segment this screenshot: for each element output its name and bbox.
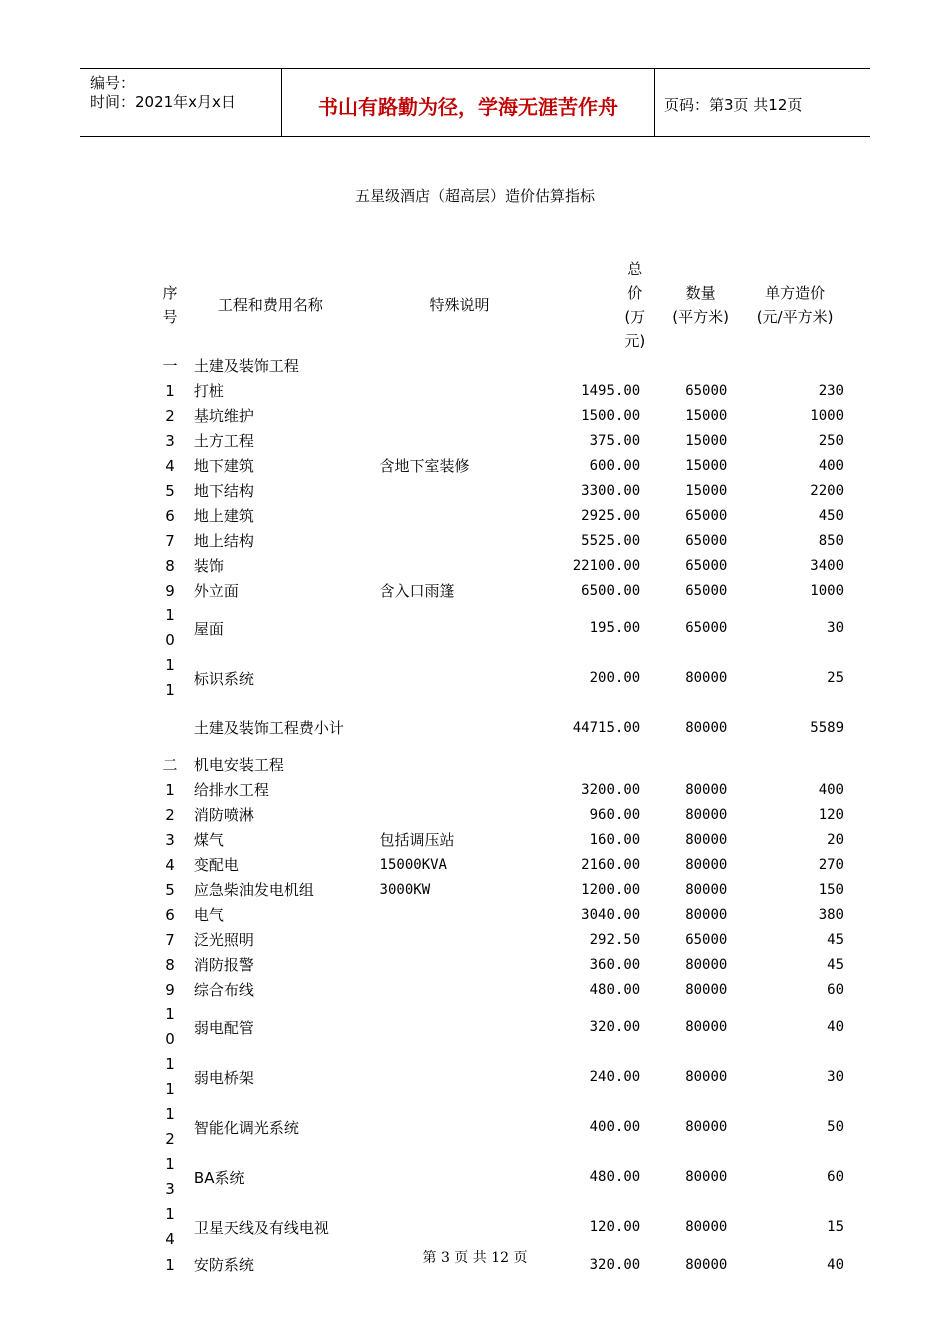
row-no: 7 <box>165 531 175 550</box>
row-unit: 450 <box>818 507 844 524</box>
row-unit: 1000 <box>810 582 844 599</box>
table-row <box>150 553 850 578</box>
row-unit: 40 <box>827 1019 844 1035</box>
row-total: 360.00 <box>589 956 641 973</box>
row-total: 195.00 <box>589 620 641 636</box>
col-header-total: 总价 (万元) <box>624 260 646 350</box>
row-no: 5 <box>165 481 175 500</box>
row-note <box>375 478 525 503</box>
table-row <box>150 1152 850 1202</box>
document-title: 五星级酒店（超高层）造价估算指标 <box>354 187 595 205</box>
row-no: 1 3 <box>165 1155 175 1198</box>
row-qty: 80000 <box>685 1256 728 1273</box>
table-row <box>150 1202 850 1252</box>
row-qty: 80000 <box>685 1019 728 1035</box>
row-total: 480.00 <box>589 1169 641 1185</box>
row-unit: 60 <box>827 981 844 998</box>
number-label: 编号： <box>90 74 136 92</box>
row-unit: 40 <box>827 1256 844 1273</box>
section-2-no: 二 <box>162 756 178 774</box>
row-no: 3 <box>165 431 175 450</box>
row-qty: 80000 <box>685 1119 728 1135</box>
row-total: 2160.00 <box>581 856 641 873</box>
row-no: 1 4 <box>165 1205 175 1248</box>
row-qty: 65000 <box>685 620 728 636</box>
row-total: 960.00 <box>589 806 641 823</box>
row-no: 4 <box>165 855 175 874</box>
page-label: 页码：第3页 共12页 <box>664 96 803 114</box>
row-name: 安防系统 <box>193 1256 254 1274</box>
table-row <box>150 478 850 503</box>
row-total: 480.00 <box>589 981 641 998</box>
section-2-body <box>150 777 850 1277</box>
row-total: 3300.00 <box>581 482 641 499</box>
row-note <box>375 1052 525 1102</box>
row-no: 1 0 <box>165 606 175 649</box>
row-no: 2 <box>165 805 175 824</box>
row-qty: 65000 <box>685 382 728 399</box>
row-name: BA系统 <box>193 1168 245 1187</box>
row-note <box>375 927 525 952</box>
subtotal-total: 44715.00 <box>572 719 641 736</box>
row-qty: 80000 <box>685 906 728 923</box>
row-qty: 80000 <box>685 1219 728 1235</box>
row-name: 消防报警 <box>193 956 254 974</box>
row-qty: 15000 <box>685 407 728 424</box>
row-total: 240.00 <box>589 1069 641 1085</box>
spacer-row <box>150 740 850 752</box>
row-unit: 270 <box>818 856 844 873</box>
cost-estimate-table <box>150 257 850 1277</box>
row-no: 6 <box>165 905 175 924</box>
table-row <box>150 603 850 653</box>
row-name: 地上建筑 <box>193 507 254 525</box>
row-name: 打桩 <box>193 382 224 400</box>
section-1-subtotal-row <box>150 703 850 740</box>
row-qty: 80000 <box>685 981 728 998</box>
row-note <box>375 952 525 977</box>
page-header <box>80 68 870 137</box>
table-row <box>150 877 850 902</box>
row-qty: 80000 <box>685 856 728 873</box>
row-total: 375.00 <box>589 432 641 449</box>
row-qty: 65000 <box>685 507 728 524</box>
row-note: 含入口雨篷 <box>379 582 455 600</box>
row-total: 5525.00 <box>581 532 641 549</box>
table-row <box>150 1102 850 1152</box>
row-total: 3200.00 <box>581 781 641 798</box>
row-qty: 80000 <box>685 670 728 686</box>
row-unit: 30 <box>827 620 844 636</box>
row-note <box>375 802 525 827</box>
table-row <box>150 777 850 802</box>
row-note: 包括调压站 <box>379 831 455 849</box>
row-note <box>375 1202 525 1252</box>
col-header-no <box>150 257 190 353</box>
row-no: 1 <box>165 1255 175 1274</box>
row-unit: 850 <box>818 532 844 549</box>
table-row <box>150 453 850 478</box>
row-qty: 65000 <box>685 582 728 599</box>
table-row <box>150 578 850 603</box>
row-unit: 25 <box>827 670 844 686</box>
row-note <box>375 528 525 553</box>
col-header-no-text: 序 号 <box>162 284 178 326</box>
row-unit: 3400 <box>810 557 844 574</box>
row-name: 卫星天线及有线电视 <box>193 1218 329 1237</box>
row-no: 1 1 <box>165 656 175 699</box>
table-row <box>150 827 850 852</box>
row-name: 基坑维护 <box>193 407 254 425</box>
row-unit: 20 <box>827 831 844 848</box>
row-name: 应急柴油发电机组 <box>193 881 314 899</box>
row-no: 1 1 <box>165 1055 175 1098</box>
row-qty: 15000 <box>685 457 728 474</box>
row-unit: 45 <box>827 931 844 948</box>
row-name: 泛光照明 <box>193 931 254 949</box>
row-qty: 65000 <box>685 931 728 948</box>
row-qty: 15000 <box>685 432 728 449</box>
section-1-subtotal-body <box>150 703 850 777</box>
row-unit: 150 <box>818 881 844 898</box>
row-name: 地下结构 <box>193 482 254 500</box>
row-unit: 50 <box>827 1119 844 1135</box>
table-row <box>150 902 850 927</box>
row-note: 3000KW <box>379 881 431 898</box>
row-no: 1 <box>165 381 175 400</box>
row-no: 5 <box>165 880 175 899</box>
row-no: 6 <box>165 506 175 525</box>
col-header-note: 特殊说明 <box>429 296 490 314</box>
subtotal-name: 土建及装饰工程费小计 <box>193 719 344 737</box>
table-row <box>150 927 850 952</box>
row-no: 1 <box>165 780 175 799</box>
row-unit: 380 <box>818 906 844 923</box>
row-qty: 80000 <box>685 881 728 898</box>
table-row <box>150 653 850 703</box>
row-qty: 80000 <box>685 806 728 823</box>
row-unit: 400 <box>818 781 844 798</box>
row-total: 292.50 <box>589 931 641 948</box>
col-header-name: 工程和费用名称 <box>217 296 323 314</box>
row-total: 6500.00 <box>581 582 641 599</box>
row-qty: 65000 <box>685 557 728 574</box>
row-name: 综合布线 <box>193 981 254 999</box>
section-1-no: 一 <box>162 357 178 375</box>
row-note <box>375 1152 525 1202</box>
row-total: 400.00 <box>589 1119 641 1135</box>
row-name: 土方工程 <box>193 432 254 450</box>
row-note <box>375 1102 525 1152</box>
row-unit: 120 <box>818 806 844 823</box>
row-note <box>375 603 525 653</box>
col-header-unit: 单方造价 (元/平方米) <box>756 284 834 326</box>
subtotal-qty: 80000 <box>685 719 728 736</box>
row-qty: 15000 <box>685 482 728 499</box>
row-total: 120.00 <box>589 1219 641 1235</box>
table-row <box>150 428 850 453</box>
time-label: 时间：2021年x月x日 <box>90 93 236 111</box>
table-row <box>150 1052 850 1102</box>
row-note <box>375 977 525 1002</box>
row-name: 变配电 <box>193 856 239 874</box>
row-name: 标识系统 <box>193 669 254 688</box>
section-2-title-row <box>150 752 850 777</box>
row-name: 装饰 <box>193 557 224 575</box>
row-unit: 1000 <box>810 407 844 424</box>
table-row <box>150 1002 850 1052</box>
row-unit: 2200 <box>810 482 844 499</box>
row-unit: 60 <box>827 1169 844 1185</box>
table-row <box>150 503 850 528</box>
row-unit: 30 <box>827 1069 844 1085</box>
row-no: 8 <box>165 955 175 974</box>
row-note <box>375 553 525 578</box>
row-note <box>375 1002 525 1052</box>
table-row <box>150 802 850 827</box>
row-name: 屋面 <box>193 619 224 638</box>
row-no: 8 <box>165 556 175 575</box>
row-total: 160.00 <box>589 831 641 848</box>
table-row <box>150 378 850 403</box>
row-no: 9 <box>165 581 175 600</box>
header-meta-cell <box>80 69 280 136</box>
row-total: 200.00 <box>589 670 641 686</box>
row-unit: 45 <box>827 956 844 973</box>
table-row <box>150 952 850 977</box>
row-name: 地上结构 <box>193 532 254 550</box>
row-no: 7 <box>165 930 175 949</box>
row-note: 含地下室装修 <box>379 457 470 475</box>
section-2-name: 机电安装工程 <box>193 756 284 774</box>
row-qty: 80000 <box>685 781 728 798</box>
row-qty: 80000 <box>685 956 728 973</box>
subtotal-unit: 5589 <box>810 719 844 736</box>
row-name: 外立面 <box>193 582 239 600</box>
row-note: 15000KVA <box>379 856 447 873</box>
row-no: 1 0 <box>165 1005 175 1048</box>
row-name: 给排水工程 <box>193 781 269 799</box>
row-note <box>375 777 525 802</box>
row-no: 2 <box>165 406 175 425</box>
row-note <box>375 403 525 428</box>
row-total: 320.00 <box>589 1256 641 1273</box>
row-qty: 65000 <box>685 532 728 549</box>
row-total: 1200.00 <box>581 881 641 898</box>
row-note <box>375 902 525 927</box>
table-row <box>150 852 850 877</box>
row-note <box>375 503 525 528</box>
header-motto-cell <box>281 69 655 136</box>
row-name: 电气 <box>193 906 224 924</box>
row-total: 320.00 <box>589 1019 641 1035</box>
page-footer: 第 3 页 共 12 页 <box>422 1250 528 1266</box>
header-page-cell <box>654 69 870 136</box>
row-name: 弱电桥架 <box>193 1068 254 1087</box>
section-1-title-row <box>150 353 850 378</box>
row-unit: 250 <box>818 432 844 449</box>
table-header-row <box>150 257 850 353</box>
row-no: 3 <box>165 830 175 849</box>
row-note <box>375 653 525 703</box>
row-unit: 15 <box>827 1219 844 1235</box>
row-no: 4 <box>165 456 175 475</box>
row-total: 3040.00 <box>581 906 641 923</box>
row-name: 智能化调光系统 <box>193 1118 299 1137</box>
row-note <box>375 378 525 403</box>
col-header-qty: 数量 (平方米) <box>672 284 730 326</box>
row-unit: 400 <box>818 457 844 474</box>
row-total: 2925.00 <box>581 507 641 524</box>
row-note <box>375 428 525 453</box>
row-name: 地下建筑 <box>193 457 254 475</box>
row-qty: 80000 <box>685 1069 728 1085</box>
section-1-name: 土建及装饰工程 <box>193 357 299 375</box>
row-qty: 80000 <box>685 1169 728 1185</box>
row-name: 弱电配管 <box>193 1018 254 1037</box>
row-unit: 230 <box>818 382 844 399</box>
row-name: 煤气 <box>193 831 224 849</box>
table-row <box>150 403 850 428</box>
table-row <box>150 977 850 1002</box>
motto-text: 书山有路勤为径，学海无涯苦作舟 <box>318 95 618 119</box>
row-name: 消防喷淋 <box>193 806 254 824</box>
row-no: 9 <box>165 980 175 999</box>
row-no: 1 2 <box>165 1105 175 1148</box>
row-total: 1495.00 <box>581 382 641 399</box>
row-total: 600.00 <box>589 457 641 474</box>
table-row <box>150 528 850 553</box>
row-total: 22100.00 <box>572 557 641 574</box>
row-total: 1500.00 <box>581 407 641 424</box>
section-1-body <box>150 353 850 703</box>
row-qty: 80000 <box>685 831 728 848</box>
